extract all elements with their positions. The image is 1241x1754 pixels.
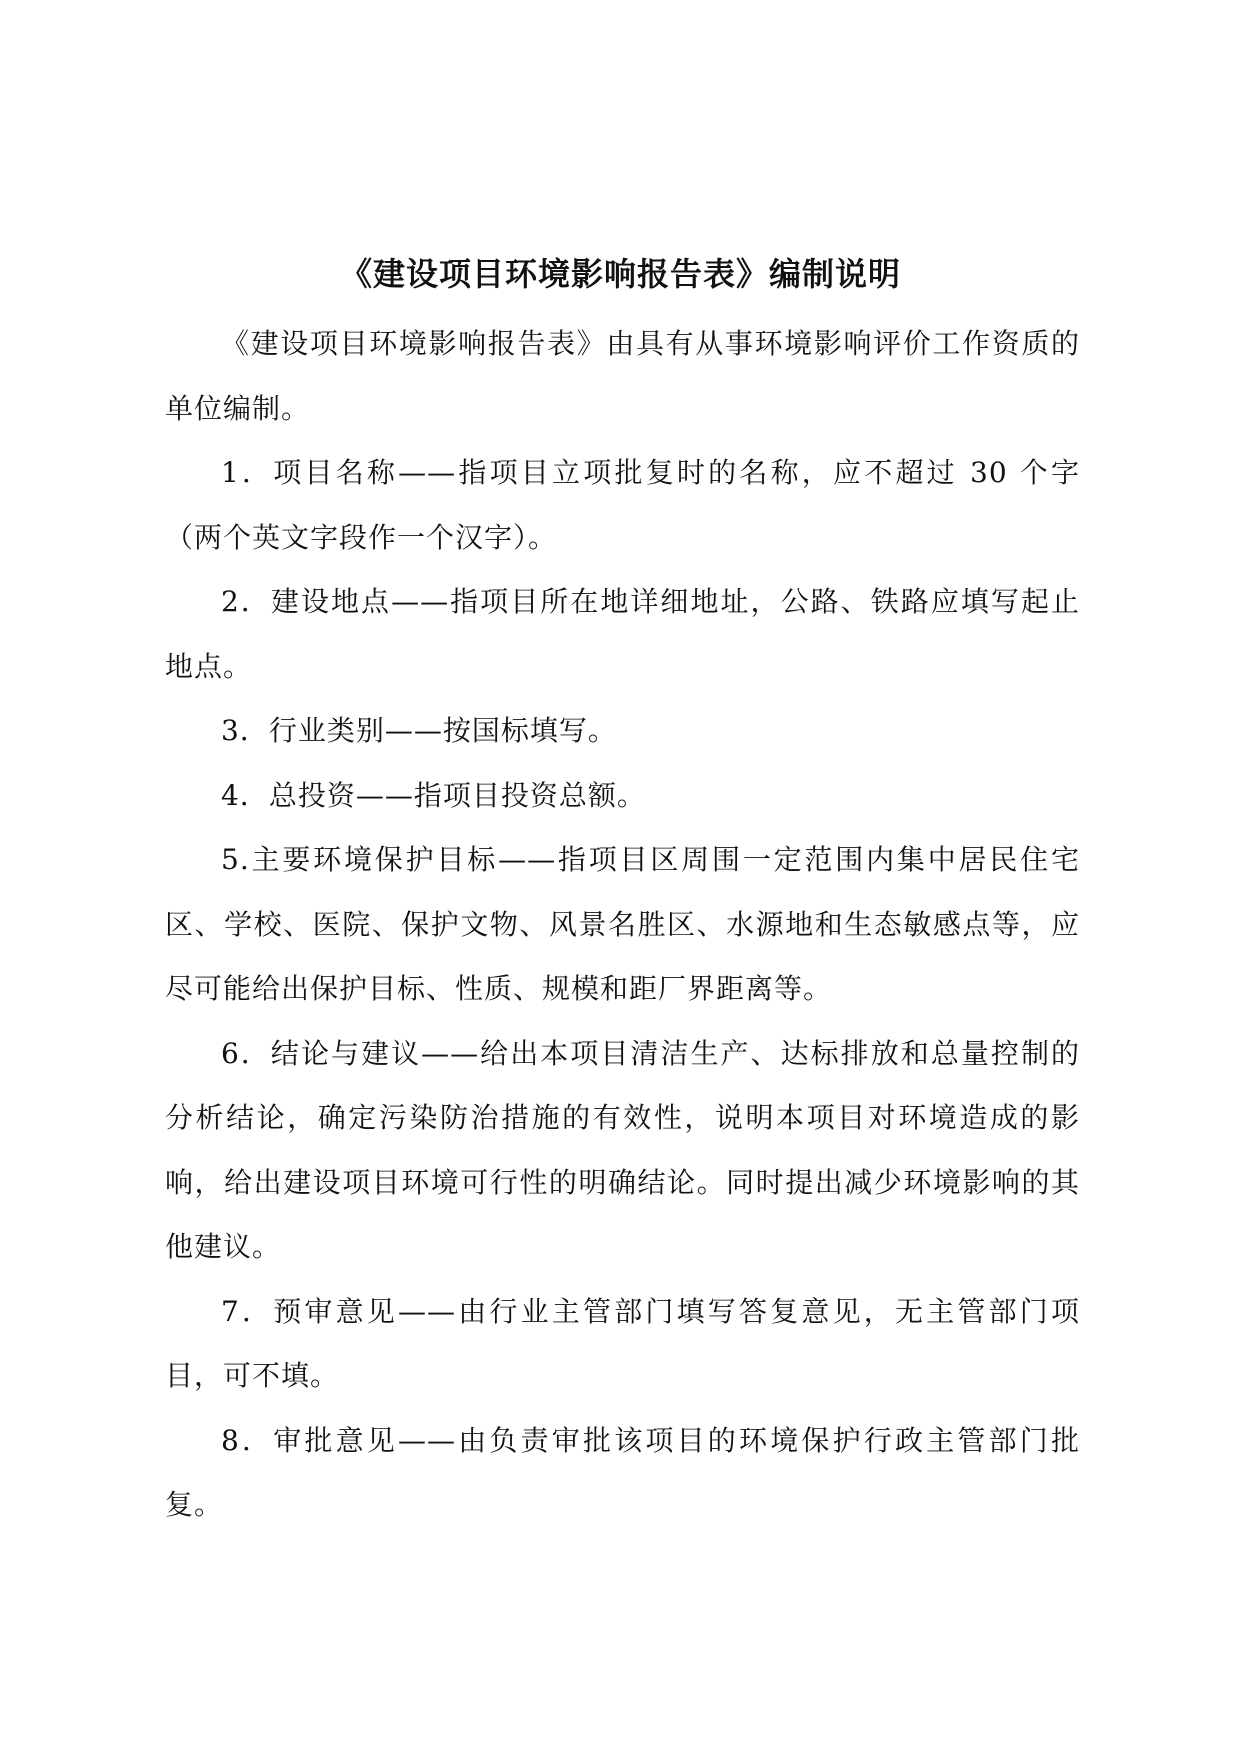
paragraph-item-3: 3．行业类别——按国标填写。 <box>221 714 617 747</box>
paragraph-item-6: 6．结论与建议——给出本项目清洁生产、达标排放和总量控制的分析结论，确定污染防治措施的有效性，说明本项目对环境造成的影响，给出建设项目环境可行性的明确结论。同时提出减少环境影响的其他建议。 <box>165 1036 1080 1263</box>
paragraph-intro: 《建设项目环境影响报告表》由具有从事环境影响评价工作资质的单位编制。 <box>165 327 1080 425</box>
paragraph-item-8: 8．审批意见——由负责审批该项目的环境保护行政主管部门批复。 <box>165 1423 1080 1521</box>
document-body <box>165 312 1080 1538</box>
paragraph-item-7: 7．预审意见——由行业主管部门填写答复意见，无主管部门项目，可不填。 <box>165 1294 1080 1392</box>
document-title: 《建设项目环境影响报告表》编制说明 <box>339 255 901 293</box>
paragraph-item-4: 4．总投资——指项目投资总额。 <box>221 778 646 812</box>
paragraph-item-1: 1．项目名称——指项目立项批复时的名称，应不超过 30 个字（两个英文字段作一个汉字）。 <box>165 456 1080 554</box>
paragraph-item-5: 5.主要环境保护目标——指项目区周围一定范围内集中居民住宅区、学校、医院、保护文物、风景名胜区、水源地和生态敏感点等，应尽可能给出保护目标、性质、规模和距厂界距离等。 <box>165 843 1080 1005</box>
paragraph-item-2: 2．建设地点——指项目所在地详细地址，公路、铁路应填写起止地点。 <box>165 585 1080 683</box>
